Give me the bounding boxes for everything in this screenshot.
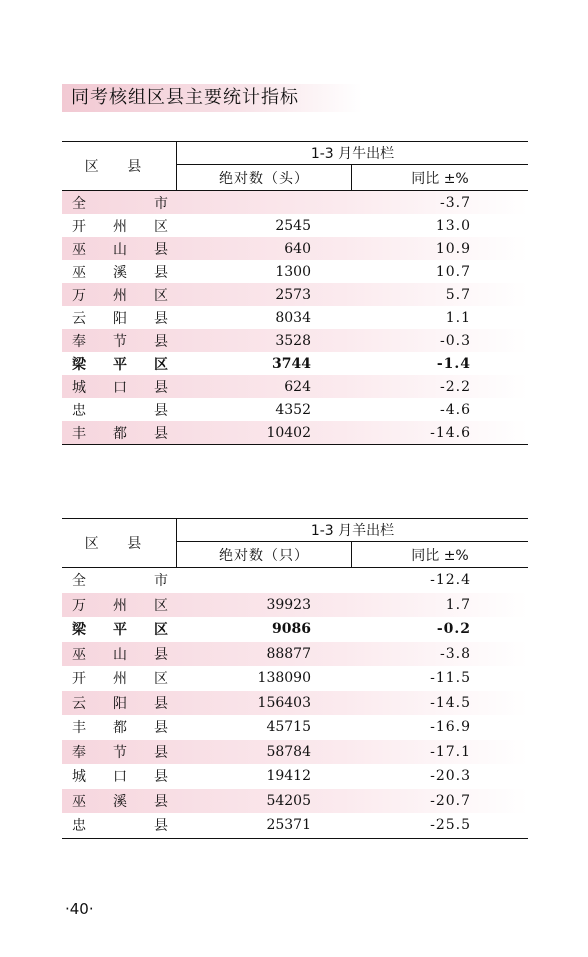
- region-char: 县: [154, 646, 168, 663]
- region-char: 区: [154, 622, 168, 639]
- region-char: 全: [72, 195, 86, 212]
- absolute-count-cell: 39923: [266, 596, 311, 613]
- absolute-count-cell: 624: [284, 378, 311, 395]
- region-char: 平: [113, 622, 127, 639]
- yoy-change-cell: -17.1: [430, 743, 471, 760]
- table-row: [62, 764, 528, 789]
- yoy-change-cell: -11.5: [430, 670, 471, 687]
- region-char: 县: [154, 425, 168, 442]
- region-char: 山: [113, 241, 127, 258]
- region-char: 县: [154, 744, 168, 761]
- region-char: 开: [72, 218, 86, 235]
- region-char: 阳: [113, 310, 127, 327]
- region-name: [72, 715, 168, 740]
- region-char: 市: [154, 195, 168, 212]
- yoy-change-header: 同比 ±%: [411, 170, 469, 187]
- region-name: [72, 329, 168, 352]
- region-char: 城: [72, 769, 86, 786]
- region-name: [72, 568, 168, 593]
- region-char: 都: [113, 425, 127, 442]
- region-char: 巫: [72, 793, 86, 810]
- yoy-change-header: 同比 ±%: [411, 547, 469, 564]
- absolute-count-header: 绝对数（头）: [177, 165, 352, 190]
- region-char: 县: [154, 333, 168, 350]
- table-row: [62, 375, 528, 398]
- region-name: [72, 764, 168, 789]
- region-char: 市: [154, 573, 168, 590]
- yoy-change-cell: -0.3: [440, 332, 471, 349]
- region-char: 万: [72, 287, 86, 304]
- table-row: [62, 642, 528, 667]
- absolute-count-cell: 19412: [266, 768, 311, 785]
- yoy-change-cell: 13.0: [435, 217, 471, 234]
- table-row: [62, 789, 528, 814]
- region-char: 溪: [113, 793, 127, 810]
- table-row: [62, 283, 528, 306]
- region-char: 全: [72, 573, 86, 590]
- region-char: 云: [72, 695, 86, 712]
- absolute-count-cell: 25371: [266, 817, 311, 834]
- absolute-count-cell: 88877: [266, 645, 311, 662]
- region-name: [72, 306, 168, 329]
- table-row: [62, 813, 528, 838]
- region-name: [72, 617, 168, 642]
- region-name: [72, 421, 168, 444]
- yoy-change-cell: -12.4: [430, 572, 471, 589]
- region-char: 巫: [72, 241, 86, 258]
- yoy-change-cell: -25.5: [430, 817, 471, 834]
- region-char: 梁: [72, 356, 86, 373]
- absolute-count-cell: 9086: [272, 621, 311, 638]
- table-row: [62, 306, 528, 329]
- region-char: 丰: [72, 720, 86, 737]
- table-row: [62, 691, 528, 716]
- yoy-change-cell: -20.3: [430, 768, 471, 785]
- absolute-count-cell: 1300: [275, 263, 311, 280]
- region-char: 奉: [72, 744, 86, 761]
- region-char: 州: [113, 287, 127, 304]
- region-char: 县: [154, 793, 168, 810]
- absolute-count-cell: 3528: [275, 332, 311, 349]
- region-name: [72, 740, 168, 765]
- cattle-group-header: 1-3 月牛出栏: [177, 142, 528, 165]
- sheep-group-header: 1-3 月羊出栏: [177, 519, 528, 542]
- table-row: [62, 421, 528, 444]
- region-char: 平: [113, 356, 127, 373]
- yoy-change-cell: -16.9: [430, 719, 471, 736]
- region-char: 区: [154, 671, 168, 688]
- yoy-change-cell: -14.6: [430, 424, 471, 441]
- region-name: [72, 191, 168, 214]
- region-char: 巫: [72, 646, 86, 663]
- region-char: 忠: [72, 402, 86, 419]
- table-row: [62, 329, 528, 352]
- region-char: 县: [154, 818, 168, 835]
- region-column-header: 区 县: [62, 519, 177, 567]
- absolute-count-cell: 2545: [275, 217, 311, 234]
- absolute-count-cell: 138090: [257, 670, 311, 687]
- region-char: 县: [154, 379, 168, 396]
- region-name: [72, 214, 168, 237]
- region-char: 县: [154, 695, 168, 712]
- region-char: 区: [154, 356, 168, 373]
- region-name: [72, 283, 168, 306]
- page-title: 同考核组区县主要统计指标: [62, 84, 362, 112]
- region-name: [72, 237, 168, 260]
- region-char: 开: [72, 671, 86, 688]
- yoy-change-cell: 1.1: [445, 309, 471, 326]
- table-body: [62, 191, 528, 445]
- yoy-change-cell: -1.4: [436, 355, 471, 372]
- region-char: 巫: [72, 264, 86, 281]
- table-row: [62, 260, 528, 283]
- region-char: 城: [72, 379, 86, 396]
- absolute-count-cell: [177, 191, 311, 214]
- region-column-header: 区 县: [62, 142, 177, 190]
- region-char: 节: [113, 333, 127, 350]
- region-char: 节: [113, 744, 127, 761]
- absolute-count-cell: 4352: [275, 401, 311, 418]
- yoy-change-cell: -0.2: [436, 621, 471, 638]
- yoy-change-cell: -3.7: [440, 194, 471, 211]
- region-char: 奉: [72, 333, 86, 350]
- yoy-change-cell: 10.7: [435, 263, 471, 280]
- region-name: [72, 691, 168, 716]
- region-char: 州: [113, 218, 127, 235]
- region-char: 县: [154, 402, 168, 419]
- absolute-count-cell: 3744: [272, 355, 311, 372]
- table-row: [62, 740, 528, 765]
- region-name: [72, 642, 168, 667]
- region-char: 区: [154, 218, 168, 235]
- sheep-slaughter-table: [62, 518, 528, 839]
- region-char: 州: [113, 597, 127, 614]
- region-name: [72, 593, 168, 618]
- region-char: 区: [154, 597, 168, 614]
- table-row: [62, 715, 528, 740]
- region-char: 口: [113, 379, 127, 396]
- region-name: [72, 666, 168, 691]
- region-char: 县: [154, 769, 168, 786]
- region-name: [72, 260, 168, 283]
- absolute-count-cell: 640: [284, 240, 311, 257]
- absolute-count-cell: 10402: [266, 424, 311, 441]
- absolute-count-cell: 2573: [275, 286, 311, 303]
- region-char: 区: [154, 287, 168, 304]
- region-name: [72, 813, 168, 838]
- yoy-change-cell: 5.7: [445, 286, 471, 303]
- region-char: 口: [113, 769, 127, 786]
- absolute-count-cell: 54205: [266, 792, 311, 809]
- region-char: 梁: [72, 622, 86, 639]
- table-row: [62, 352, 528, 375]
- region-char: 州: [113, 671, 127, 688]
- absolute-count-cell: 45715: [266, 719, 311, 736]
- region-char: 溪: [113, 264, 127, 281]
- table-header: [62, 518, 528, 568]
- region-char: 忠: [72, 818, 86, 835]
- table-row: [62, 191, 528, 214]
- region-name: [72, 789, 168, 814]
- region-char: 云: [72, 310, 86, 327]
- table-row: [62, 398, 528, 421]
- table-row: [62, 237, 528, 260]
- cattle-slaughter-table: [62, 141, 528, 445]
- absolute-count-header: 绝对数（只）: [177, 542, 352, 567]
- region-char: 县: [154, 241, 168, 258]
- region-char: 县: [154, 720, 168, 737]
- region-name: [72, 375, 168, 398]
- table-row: [62, 568, 528, 593]
- yoy-change-cell: 10.9: [435, 240, 471, 257]
- table-row: [62, 617, 528, 642]
- yoy-change-cell: -2.2: [440, 378, 471, 395]
- yoy-change-cell: 1.7: [445, 596, 471, 613]
- table-body: [62, 568, 528, 839]
- region-name: [72, 352, 168, 375]
- yoy-change-cell: -14.5: [430, 694, 471, 711]
- region-char: 都: [113, 720, 127, 737]
- region-char: 县: [154, 310, 168, 327]
- yoy-change-cell: -4.6: [440, 401, 471, 418]
- region-char: 丰: [72, 425, 86, 442]
- absolute-count-cell: 8034: [275, 309, 311, 326]
- yoy-change-cell: -20.7: [430, 792, 471, 809]
- table-row: [62, 593, 528, 618]
- absolute-count-cell: 58784: [266, 743, 311, 760]
- page-number: ·40·: [65, 900, 94, 918]
- yoy-change-cell: -3.8: [440, 645, 471, 662]
- table-row: [62, 666, 528, 691]
- table-header: [62, 141, 528, 191]
- region-name: [72, 398, 168, 421]
- absolute-count-cell: 156403: [257, 694, 311, 711]
- absolute-count-cell: [177, 568, 311, 593]
- region-char: 万: [72, 597, 86, 614]
- table-row: [62, 214, 528, 237]
- region-char: 县: [154, 264, 168, 281]
- region-char: 阳: [113, 695, 127, 712]
- region-char: 山: [113, 646, 127, 663]
